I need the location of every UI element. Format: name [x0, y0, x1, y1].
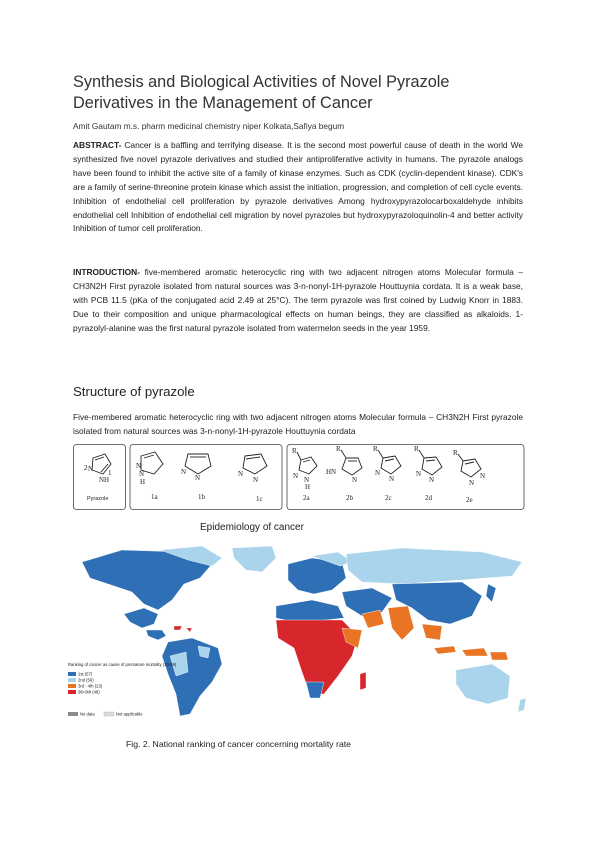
structure-1a	[141, 452, 163, 474]
epidemiology-label: Epidemiology of cancer	[200, 522, 304, 533]
introduction-label: INTRODUCTION-	[73, 267, 140, 277]
structure-1c-label: 1c	[256, 495, 263, 503]
structure-2d	[419, 450, 442, 475]
structure-2b-label: 2b	[346, 494, 353, 502]
structure-2b-n: N	[352, 476, 358, 484]
frame-2-series	[287, 445, 524, 510]
introduction-paragraph	[73, 266, 523, 336]
structure-2d-n2: N	[429, 476, 435, 484]
cancer-mortality-world-map	[62, 544, 534, 724]
legend-swatch-5th-9th	[68, 690, 76, 694]
structure-2d-r: R	[414, 445, 419, 453]
figure-caption: Fig. 2. National ranking of cancer concerning mortality rate	[126, 739, 352, 749]
structure-2c-n1: N	[375, 469, 381, 477]
structure-2e-r: R	[453, 449, 458, 457]
legend-title: Ranking of cancer as cause of premature mortality (30-69)	[68, 662, 177, 667]
pyrazole-name: Pyrazole	[87, 496, 109, 502]
structure-2e-n2: N	[480, 472, 486, 480]
structure-1b-n2: N	[195, 474, 201, 482]
structure-1c-n1: N	[238, 470, 244, 478]
structure-1b	[185, 454, 211, 474]
structure-paragraph: Five-membered aromatic heterocyclic ring with two adjacent nitrogen atoms Molecular formula – CH3N2H First pyrazole isolated from natural sources was 3-n-nonyl-1H-pyrazole Houttuynia cordata	[73, 412, 523, 436]
structure-2c	[378, 450, 401, 474]
structure-2b	[341, 450, 362, 475]
legend-swatch-2nd	[68, 678, 76, 682]
structure-2a	[297, 452, 317, 474]
paper-title: Synthesis and Biological Activities of Novel Pyrazole Derivatives in the Management of Cancer	[73, 73, 450, 112]
legend-item-1st: 1st (57)	[78, 671, 93, 677]
structure-1b-label: 1b	[198, 493, 205, 501]
structure-2b-r: R	[336, 445, 341, 453]
introduction-text: five-membered aromatic heterocyclic ring with two adjacent nitrogen atoms Molecular formula – CH3N2H First pyrazole isolated from natural sources was 3-n-nonyl-1H-pyrazole Houttuynia cordata. It is a weak base, with PCB 11.5 (pKa of the conjugated acid 2.49 at 25°C). The term pyrazole was first coined by Ludwig Knorr in 1883. Due to their composition and unique pharmacological effects on human beings, they are classified as alkaloids. 1-pyrazolyl-alanine was the first natural pyrazole isolated from watermelon seeds in the year 1959.	[73, 267, 523, 333]
legend-item-2nd: 2nd (56)	[78, 677, 94, 683]
author-line: Amit Gautam m.s. pharm medicinal chemistry niper Kolkata,Safiya begum	[73, 121, 345, 131]
structure-2a-label: 2a	[303, 494, 310, 502]
legend-swatch-1st	[68, 672, 76, 676]
structure-2e-label: 2e	[466, 496, 473, 504]
legend-item-3rd-4th: 3rd - 4th (23)	[78, 683, 103, 689]
abstract-label: ABSTRACT-	[73, 140, 122, 150]
structure-2a-h: H	[305, 483, 311, 491]
structure-2d-label: 2d	[425, 494, 432, 502]
legend-not-applicable: Not applicable	[116, 711, 143, 717]
structure-2c-label: 2c	[385, 494, 392, 502]
abstract-text: Cancer is a baffling and terrifying disease. It is the second most powerful cause of death in the world We synthesized five novel pyrazole derivatives and studied their antiproliferative activity in humans. The pyrazole analogs have been found to inhibit the active site of a family of kinase enzymes. Such as CDK (cyclin-dependent kinase). CDK's are a family of serine-threonine protein kinase which assist the initiation, progression, and completion of cell cycle events. Inhibition of endothelial cell proliferation by pyrazole derivatives Among hydroxypyrazolocarboxaldehyde inhibits endothelial cell Inhibition of endothelial cell migration by novel pyrazoles but hydroxypyrazoloquinolin-4 and better activity Inhibition of tumor cell proliferation.	[73, 140, 523, 234]
pyrazole-n2-atom: N	[88, 465, 94, 473]
legend-swatch-3rd-4th	[68, 684, 76, 688]
structure-1a-h: H	[140, 478, 146, 486]
structure-2a-nh: N	[304, 476, 310, 484]
legend-item-5th-9th: 5th-9th (48)	[78, 689, 100, 695]
pyrazole-n1-label: 1	[108, 469, 112, 477]
section-heading: Structure of pyrazole	[73, 384, 195, 399]
pyrazole-n2-label: 2	[84, 464, 88, 472]
structure-2a-n: N	[293, 472, 299, 480]
structure-2c-n2: N	[389, 475, 395, 483]
legend-no-data: No data	[80, 711, 95, 717]
structure-2e-n1: N	[469, 479, 475, 487]
structure-2d-n1: N	[416, 470, 422, 478]
structure-1c-n2: N	[253, 476, 259, 484]
pyrazole-n1-atom: NH	[99, 476, 110, 484]
structure-2c-r: R	[373, 445, 378, 453]
legend-swatch-no-data	[68, 712, 78, 716]
abstract-paragraph	[73, 139, 523, 236]
pyrazole-structures-figure	[73, 444, 525, 510]
structure-1a-label: 1a	[151, 493, 158, 501]
legend-swatch-not-applicable	[104, 712, 114, 716]
structure-2b-hn: HN	[326, 468, 337, 476]
structure-1a-n: N	[136, 462, 142, 470]
structure-2a-r: R	[292, 447, 297, 455]
structure-1b-n1: N	[181, 468, 187, 476]
structure-1c	[243, 454, 267, 474]
structure-2e	[458, 454, 481, 477]
structure-1a-nh: N	[139, 470, 145, 478]
